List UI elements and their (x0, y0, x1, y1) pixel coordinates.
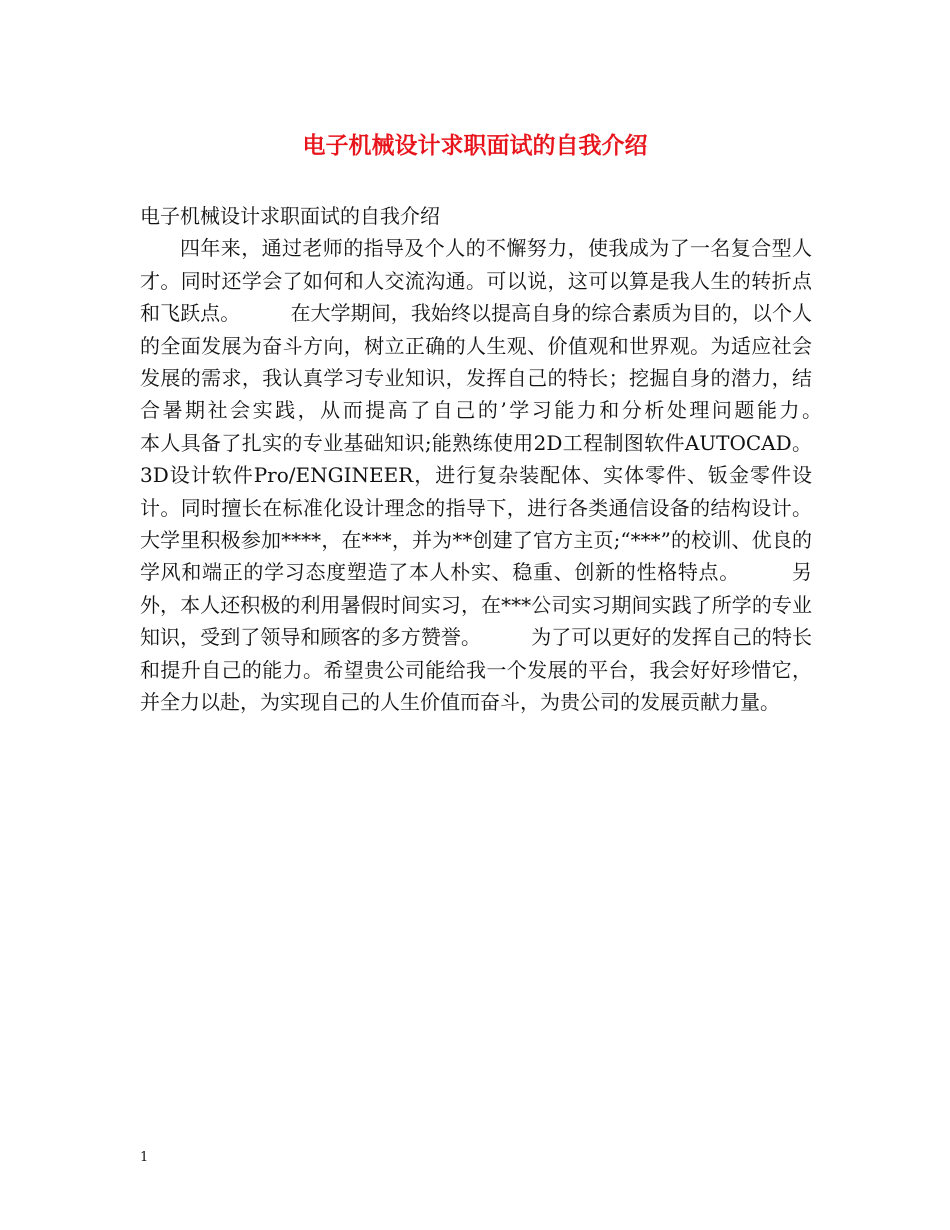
document-title: 电子机械设计求职面试的自我介绍 (302, 132, 648, 159)
body-paragraph: 四年来，通过老师的指导及个人的不懈努力，使我成为了一名复合型人才。同时还学会了如何和人交流沟通。可以说，这可以算是我人生的转折点和飞跃点。 在大学期间，我始终以提高自身的综合素质为目的，以个人的全面发展为奋斗方向，树立正确的人生观、价值观和世界观。为适应社会发展的需求，我认真学习专业知识，发挥自己的特长；挖掘自身的潜力，结合暑期社会实践，从而提高了自己的’学习能力和分析处理问题能力。 本人具备了扎实的专业基础知识;能熟练使用2D工程制图软件AUTOCAD。3D设计软件Pro/ENGINEER，进行复杂装配体、实体零件、钣金零件设计。同时擅长在标准化设计理念的指导下，进行各类通信设备的结构设计。大学里积极参加****，在***，并为**创建了官方主页;“***”的校训、优良的学风和端正的学习态度塑造了本人朴实、稳重、创新的性格特点。 另外，本人还积极的利用暑假时间实习，在***公司实习期间实践了所学的专业知识，受到了领导和顾客的多方赞誉。 为了可以更好的发挥自己的特长和提升自己的能力。希望贵公司能给我一个发展的平台，我会好好珍惜它，并全力以赴，为实现自己的人生价值而奋斗，为贵公司的发展贡献力量。 (140, 236, 872, 715)
document-subtitle: 电子机械设计求职面试的自我介绍 (140, 204, 440, 228)
document-body (140, 200, 872, 719)
page-number: 1 (140, 1150, 149, 1165)
